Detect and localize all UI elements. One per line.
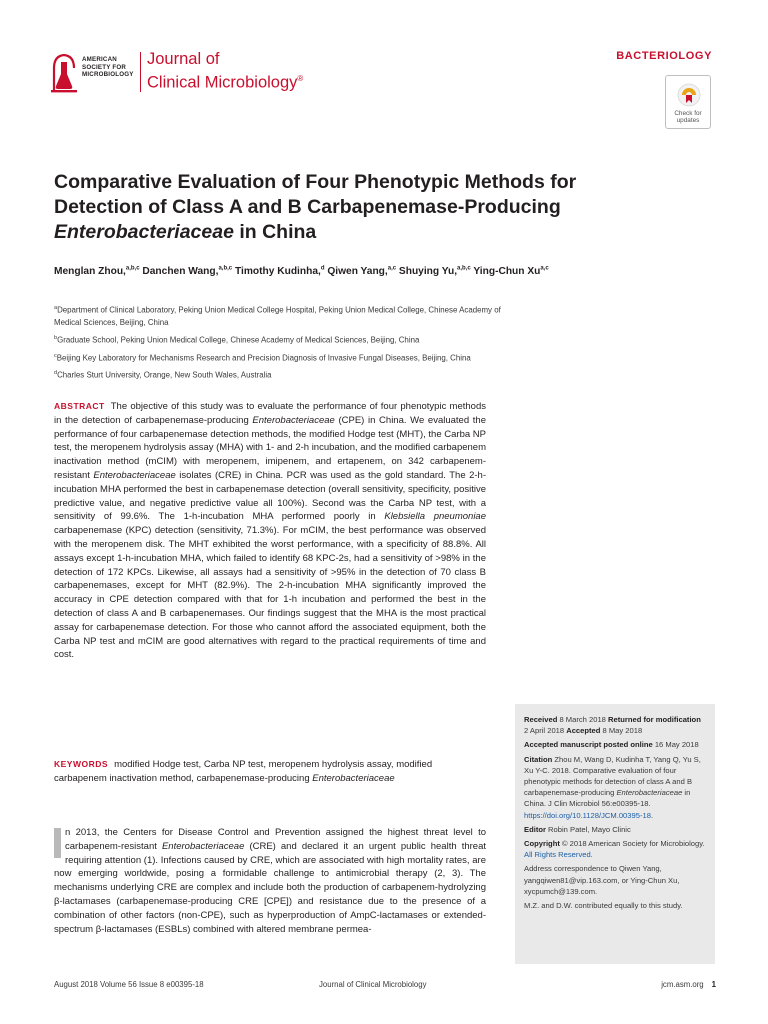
keywords-label: KEYWORDS <box>54 759 109 769</box>
affiliation: $^a$Department of Clinical Laboratory, Peking Union Medical College Hospital, Peking Union Medical College, Chinese Academy of Medical Sciences, Beijing, China <box>54 305 501 327</box>
affiliations <box>54 302 504 385</box>
affiliation: $^c$Beijing Key Laboratory for Mechanisms Research and Precision Diagnosis of Invasive Fungal Diseases, Beijing, China <box>54 352 471 363</box>
section-label: BACTERIOLOGY <box>616 50 712 62</box>
check-for-updates-badge[interactable]: Check for updates <box>665 75 711 129</box>
publisher-name: AMERICAN SOCIETY FOR MICROBIOLOGY <box>82 56 134 79</box>
affiliation: $^d$Charles Sturt University, Orange, New South Wales, Australia <box>54 370 272 380</box>
footer-journal-name: Journal of Clinical Microbiology <box>319 980 427 989</box>
keywords: KEYWORDS modified Hodge test, Carba NP test, meropenem hydrolysis assay, modified carbapenem inactivation method, carbapenemase-producing Enterobacteriaceae <box>54 759 433 784</box>
issue-info: August 2018 Volume 56 Issue 8 e00395-18 <box>54 980 204 989</box>
author[interactable]: Shuying Yu,$^{a,b,c}$ <box>398 266 471 278</box>
author[interactable]: Qiwen Yang,$^{a,c}$ <box>327 266 397 278</box>
article-info-sidebar <box>515 704 715 964</box>
author[interactable]: Danchen Wang,$^{a,b,c}$ <box>142 266 233 278</box>
asm-flask-icon <box>48 52 78 94</box>
page-number: 1 <box>711 980 716 989</box>
drop-cap-i <box>54 828 61 858</box>
editor: Editor Robin Patel, Mayo Clinic <box>524 824 631 834</box>
rights-link[interactable]: All Rights Reserved. <box>524 850 593 860</box>
citation: Citation Zhou M, Wang D, Kudinha T, Yang Q, Yu S, Xu Y-C. 2018. Comparative evaluation of four phenotypic methods for detection of class A and B carbapenemase-producing Enterobacteriaceae in China. J Clin Microbiol 56:e00395-18. https://doi.org/10.1128/JCM.00395-18. <box>524 754 701 820</box>
article-dates: Received 8 March 2018 Returned for modification 2 April 2018 Accepted 8 May 2018 <box>524 715 701 736</box>
author[interactable]: Ying-Chun Xu$^{a,c}$ <box>473 266 549 278</box>
abstract-label: ABSTRACT <box>54 401 105 411</box>
author-list <box>54 266 694 277</box>
journal-name: Journal of Clinical Microbiology® <box>147 50 304 92</box>
correspondence: Address correspondence to Qiwen Yang, yangqiwen81@vip.163.com, or Ying-Chun Xu, xycpumch@139.com. <box>524 864 680 896</box>
doi-link[interactable]: https://doi.org/10.1128/JCM.00395-18 <box>524 810 651 820</box>
posted-date: Accepted manuscript posted online 16 May 2018 <box>524 740 699 750</box>
author[interactable]: Timothy Kudinha,$^d$ <box>234 266 325 278</box>
journal-site-link[interactable]: jcm.asm.org <box>661 980 704 989</box>
journal-logo[interactable] <box>48 50 318 102</box>
article-title: Comparative Evaluation of Four Phenotypic Methods for Detection of Class A and B Carbapenemase-Producing Enterobacteriaceae in China <box>54 171 577 243</box>
abstract: ABSTRACT The objective of this study was to evaluate the performance of four phenotypic methods in the detection of carbapenemase-producing Enterobacteriaceae (CPE) in China. We evaluated the performance of four carbapenemase detection methods, the modified Hodge test (MHT), the Carba NP test, the meropenem hydrolysis assay (MHA) with 1- and 2-h incubation, and the modified carbapenem inactivation method (mCIM) with meropenem, imipenem, and ertapenem, on 342 carbapenem-resistant Enterobacteriaceae isolates (CRE) in China. PCR was used as the gold standard. The 2-h-incubation MHA performed the best in carbapenemase detection (overall sensitivity, specificity, positive predictive value, and negative predictive value all 100%). Second was the Carba NP test, with a sensitivity of 99.6%. The 1-h-incubation MHA performed poorly in Klebsiella pneumoniae carbapenemase (KPC) detection (sensitivity, 71.3%). For mCIM, the best performance was observed with the meropenem disk. The MHT exhibited the worst performance, with a specificity of 88.8%. All assays except 1-h-incubation MHA, which failed to identify 68 KPC-2s, had a sensitivity of >98% in the detection of 172 KPCs. Likewise, all assays had a sensitivity of >95% in the detection of 70 class B carbapenemases, except for MHT (82.9%). The 2-h-incubation MHA significantly improved the accuracy in CPE detection compared with that for 1-h incubation and performed the best in the detection of class A and B carbapenemases. Our findings suggest that the MHA is the most practical assay for carbapenemase detection. For those who cannot afford the associated equipment, both the Carba NP test and mCIM are good alternatives with regard to the practical requirements of time and cost. <box>54 401 486 661</box>
author[interactable]: Menglan Zhou,$^{a,b,c}$ <box>54 266 140 278</box>
copyright: Copyright © 2018 American Society for Microbiology. All Rights Reserved. <box>524 839 705 860</box>
logo-divider <box>140 52 141 92</box>
equal-contribution-note: M.Z. and D.W. contributed equally to this study. <box>524 901 683 911</box>
affiliation: $^b$Graduate School, Peking Union Medical College, Chinese Academy of Medical Sciences, Beijing, China <box>54 334 420 345</box>
introduction-text: n 2013, the Centers for Disease Control and Prevention assigned the highest threat level to carbapenem-resistant Enterobacteriaceae (CRE) and declared it an urgent public health threat requiring attention (1). Infections caused by CRE, which are associated with high mortality rates, are now emerging worldwide, posing a formidable challenge to antimicrobial therapy (2, 3). The mechanisms underlying CRE are complex and include both the production of carbapenem-hydrolyzing β-lactamases (carbapenemase-producing CRE [CPE]) and resistance due to the presence of a combination of other factors (non-CPE), such as hyperproduction of AmpC-lactamases or extended-spectrum β-lactamases (ESBLs) combined with altered membrane permea- <box>54 827 486 935</box>
crossmark-icon <box>677 83 701 107</box>
